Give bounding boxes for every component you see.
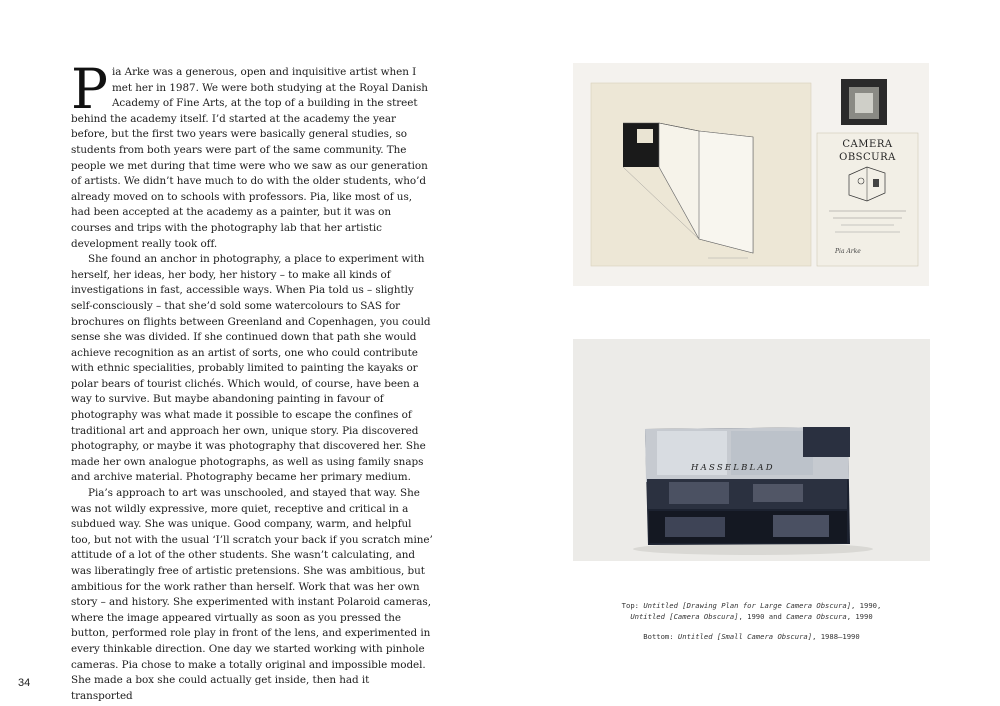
page-number: 34: [18, 677, 31, 689]
caption-title-camera-obscura: Camera Obscura: [786, 611, 847, 621]
photo-small-camera-obscura: [573, 339, 930, 561]
caption-bottom-label: Bottom:: [643, 632, 678, 641]
caption-year-3: , 1990: [846, 611, 873, 621]
article-text: [71, 57, 433, 704]
paragraph-1-text: ia Arke was a generous, open and inquisitive artist when I met her in 1987. We were both studying at the Royal Danish Academy of Fine Arts, at the top of a building in the street behind the academy itself. I’d started at the academy the year before, but the first two years were basically general studies, so students from both years were part of the same community. The people we met during that time were who we saw as our generation of artists. We didn’t have much to do with the older students, who’d already moved on to schools with professors. Pia, like most of us, had been accepted at the academy as a painter, but it was on courses and trips with the photography lab that her artistic development really took off.: [71, 66, 428, 250]
caption-year-2: , 1990 and: [738, 611, 787, 621]
caption-title-small-camera: Untitled [Small Camera Obscura]: [677, 632, 813, 641]
caption-year-1: , 1990,: [851, 601, 882, 610]
figure-caption: [573, 601, 930, 643]
caption-line-3: [573, 632, 930, 643]
paragraph-1: [71, 57, 433, 252]
paragraph-2: She found an anchor in photography, a place to experiment with herself, her ideas, her body, her history – to make all kinds of investigations in fast, accessible ways. When Pia told us – slightly self-consciously – that she’d sold some watercolours to SAS for brochures on flights between Greenland and Copenhagen, you could sense she was divided. If she continued down that path she would achieve recognition as an artist of sorts, one who could contribute with ethnic specialities, probably limited to painting the kayaks or polar bears of tourist clichés. Which would, of course, have been a way to survive. But maybe abandoning painting in favour of photography was what made it possible to escape the confines of traditional art and approach her own, unique story. Pia discovered photography, or maybe it was photography that discovered her. She made her own analogue photographs, as well as using family snaps and archive material. Photography became her primary medium.: [71, 253, 431, 484]
photo-drawing-plan-camera-obscura: [573, 63, 929, 286]
caption-top-label: Top:: [621, 601, 644, 610]
box-brand: HASSELBLAD: [691, 463, 775, 473]
caption-line-2: [573, 612, 930, 623]
paragraph-3: Pia’s approach to art was unschooled, and stayed that way. She was not wildly expressive, more quiet, receptive and critical in a subdued way. She was unique. Good company, warm, and helpful too, but not with the usual ‘I’ll scratch your back if you scratch mine’ attitude of a lot of the other students. She wasn’t calculating, and was liberatingly free of artistic pretensions. She was ambitious, but ambitious for the work rather than herself. Work that was her own story – and history. She experimented with instant Polaroid cameras, where the image appeared virtually as soon as you pressed the button, performed role play in front of the lens, and experimented in every thinkable direction. One day we started working with pinhole cameras. Pia chose to make a totally original and impossible model. She made a box she could actually get inside, then had it transported: [71, 487, 433, 702]
caption-line-1: [573, 601, 930, 612]
caption-title-drawing-plan: Untitled [Drawing Plan for Large Camera Obscura]: [643, 601, 852, 610]
caption-title-camera-obscura-untitled: Untitled [Camera Obscura]: [630, 611, 739, 621]
caption-year-4: , 1988–1990: [812, 632, 860, 641]
poster-title-line2: OBSCURA: [839, 152, 896, 163]
poster-signature: Pia Arke: [835, 248, 861, 255]
poster-title-line1: CAMERA: [842, 139, 893, 150]
drop-cap: P: [71, 57, 108, 121]
